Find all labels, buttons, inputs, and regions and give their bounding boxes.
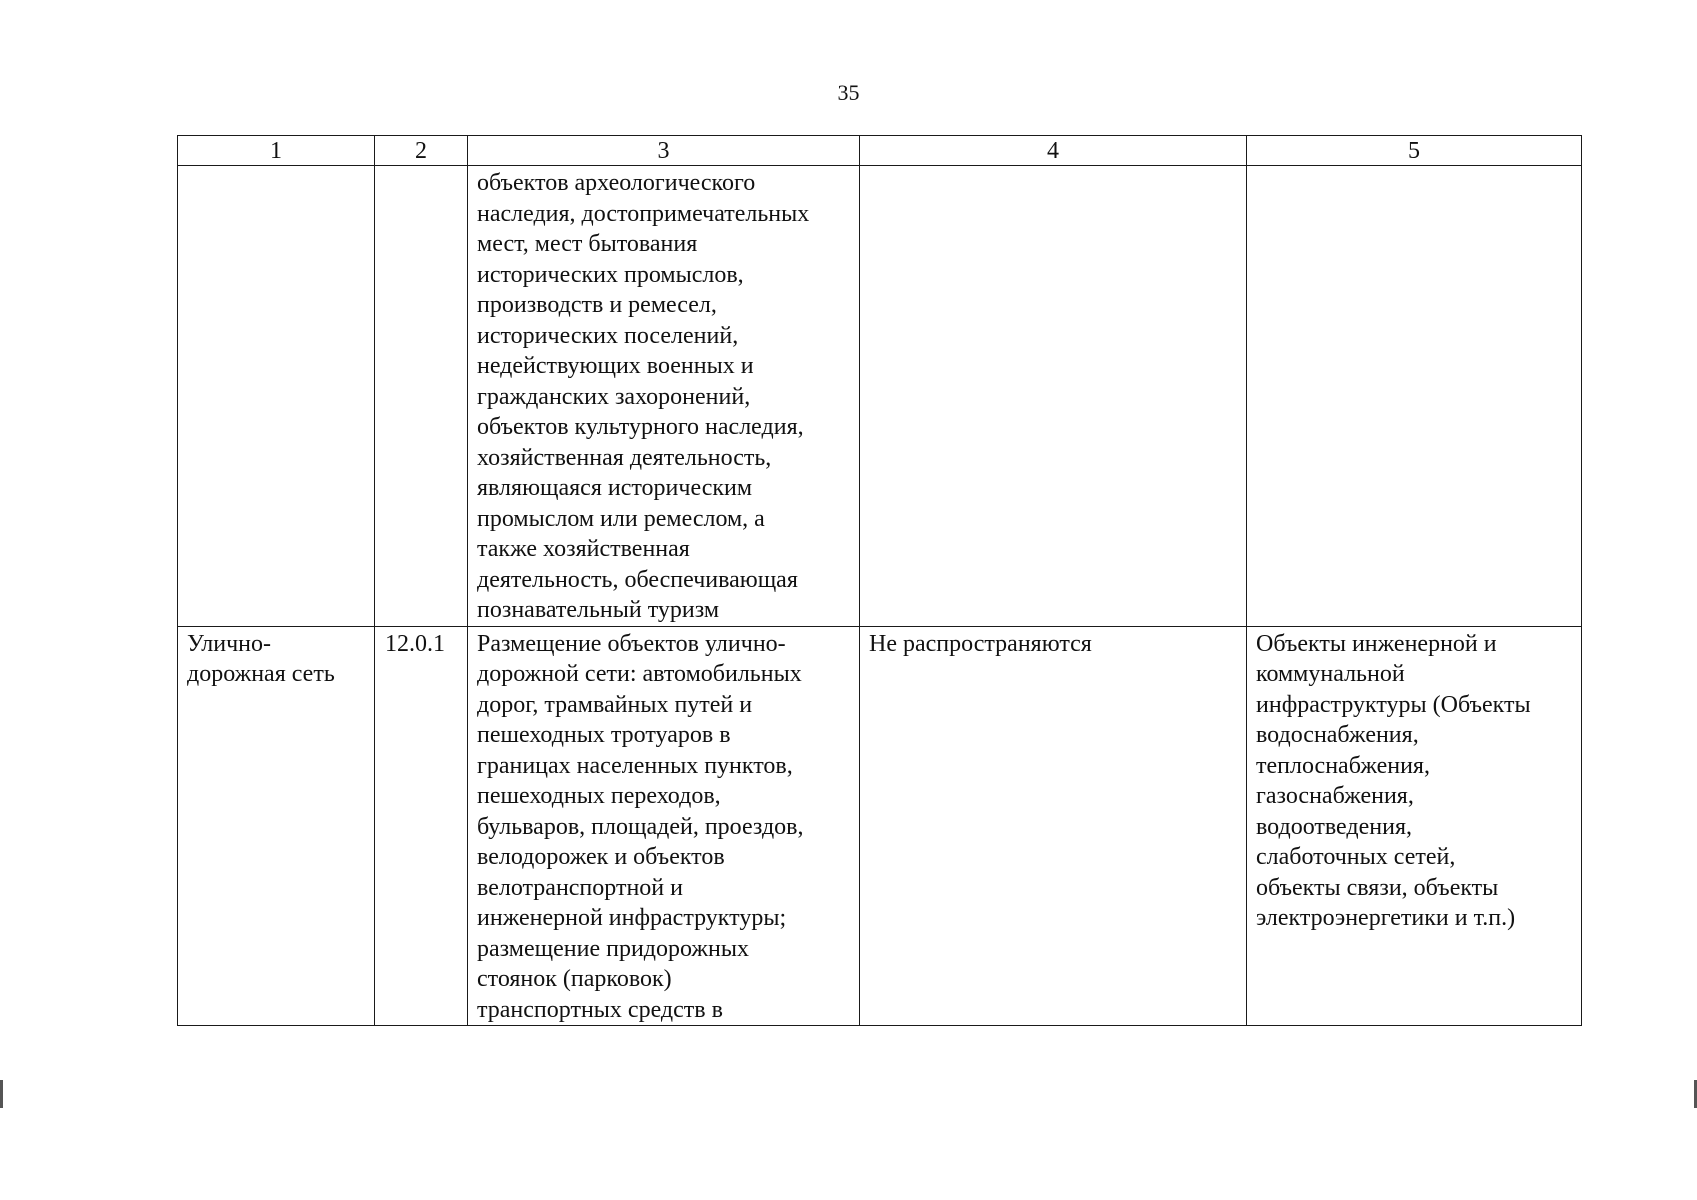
column-header-2: 2 bbox=[375, 136, 468, 166]
column-header-3: 3 bbox=[468, 136, 860, 166]
column-5-cell: Объекты инженерной и коммунальной инфраструктуры (Объекты водоснабжения, теплоснабжения, газоснабжения, водоотведения, слаботочных сетей, объекты связи, объекты электроэнергетики и т.п.) bbox=[1247, 626, 1582, 1026]
page-number: 35 bbox=[837, 80, 860, 105]
use-description-cell: Размещение объектов улично- дорожной сети: автомобильных дорог, трамвайных путей и пешеходных тротуаров в границах населенных пунктов, пешеходных переходов, бульваров, площадей, проездов, велодорожек и объектов велотранспортной и инженерной инфраструктуры; размещение придорожных стоянок (парковок) транспортных средств в bbox=[468, 626, 860, 1026]
table-row bbox=[178, 626, 1582, 1026]
column-4-cell: Не распространяются bbox=[860, 626, 1247, 1026]
table-row bbox=[178, 166, 1582, 627]
use-code-cell bbox=[375, 166, 468, 627]
column-header-4: 4 bbox=[860, 136, 1247, 166]
table-header-row bbox=[178, 136, 1582, 166]
regulations-table bbox=[177, 135, 1582, 1026]
use-description-cell: объектов археологического наследия, достопримечательных мест, мест бытования исторических промыслов, производств и ремесел, исторических поселений, недействующих военных и гражданских захоронений, объектов культурного наследия, хозяйственная деятельность, являющаяся историческим промыслом или ремеслом, а также хозяйственная деятельность, обеспечивающая познавательный туризм bbox=[468, 166, 860, 627]
scan-edge-mark-left bbox=[0, 1080, 3, 1108]
column-header-5: 5 bbox=[1247, 136, 1582, 166]
use-code-cell: 12.0.1 bbox=[375, 626, 468, 1026]
use-name-cell: Улично- дорожная сеть bbox=[178, 626, 375, 1026]
column-header-1: 1 bbox=[178, 136, 375, 166]
use-name-cell bbox=[178, 166, 375, 627]
column-4-cell bbox=[860, 166, 1247, 627]
column-5-cell bbox=[1247, 166, 1582, 627]
